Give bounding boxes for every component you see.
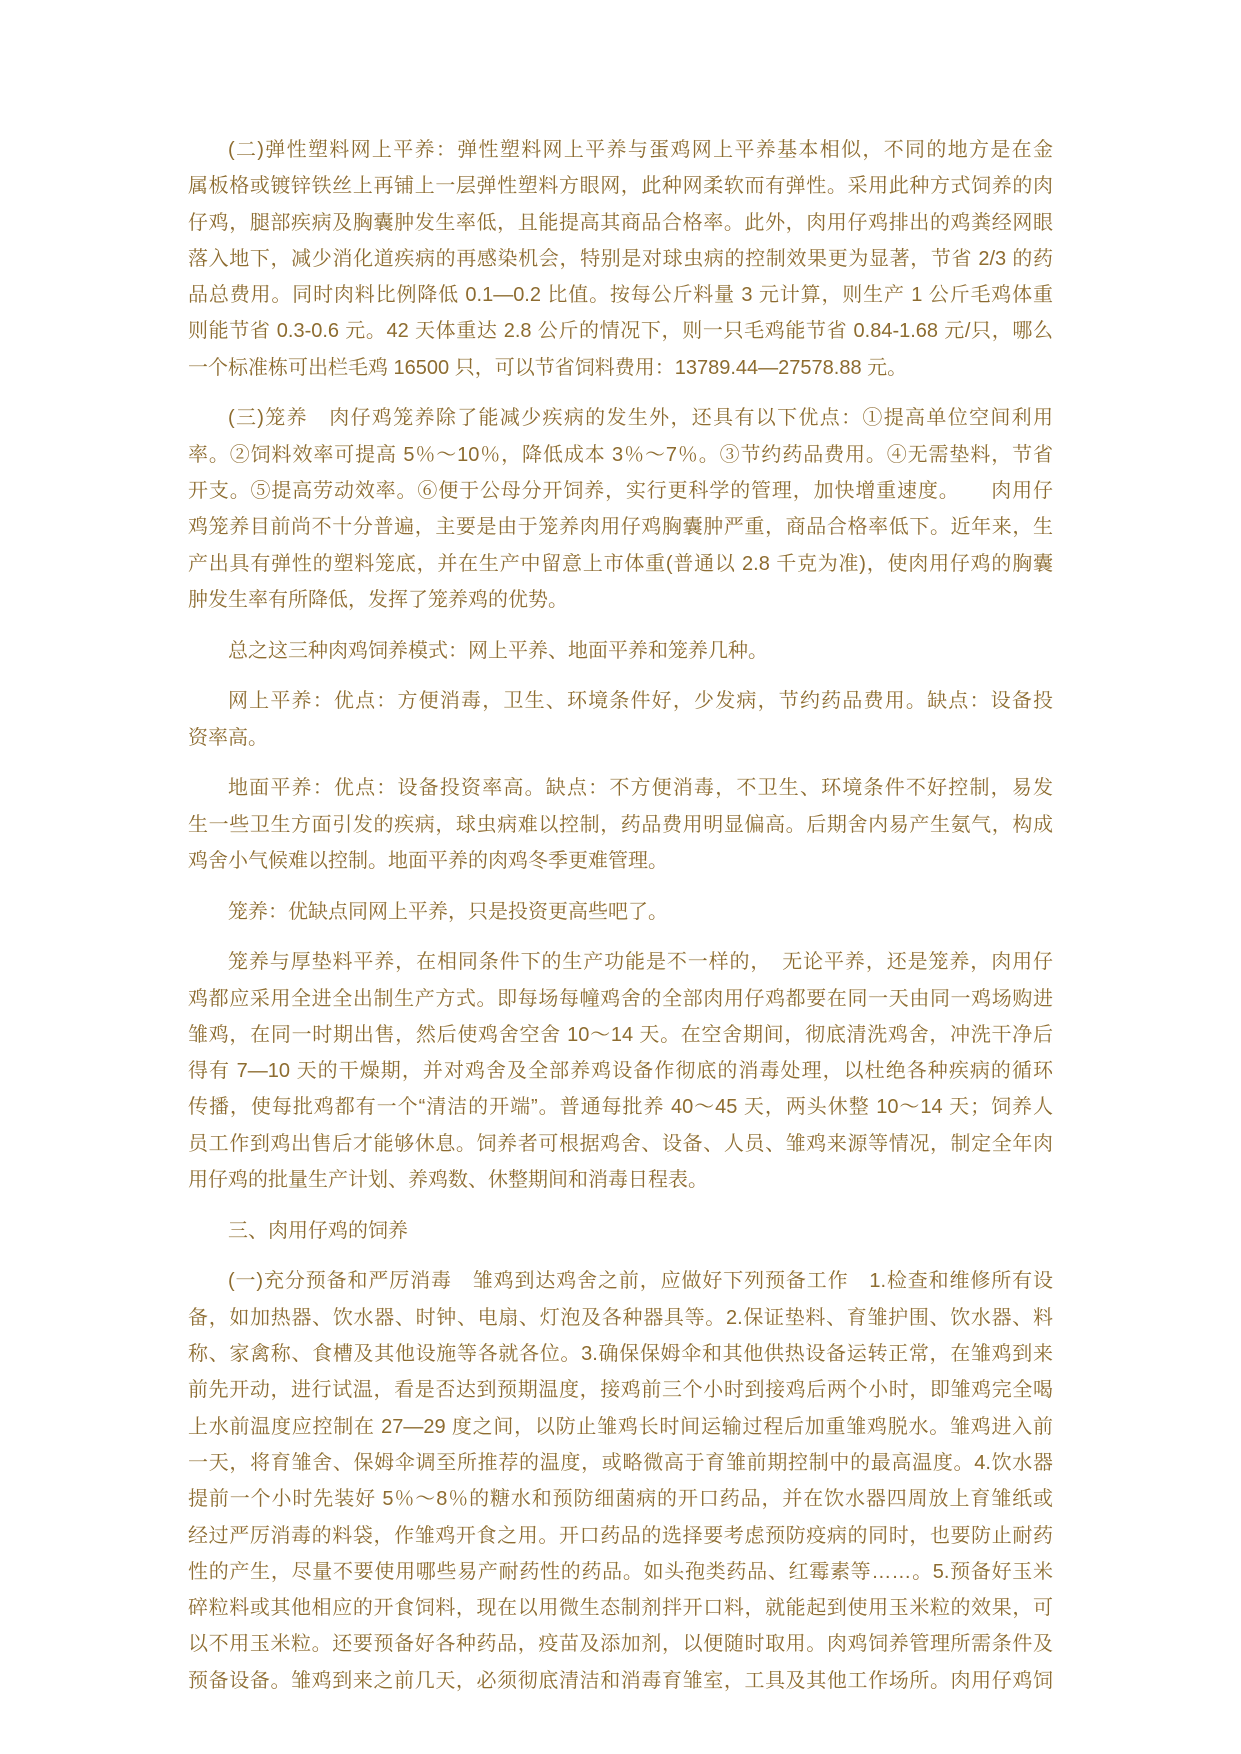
paragraph-three-modes-summary <box>188 633 1053 669</box>
text-line: 经过严厉消毒的料袋，作雏鸡开食之用。开口药品的选择要考虑预防疫病的同时，也要防止耐药 <box>188 1524 1053 1547</box>
text-line: (一)充分预备和严厉消毒 雏鸡到达鸡舍之前，应做好下列预备工作 1.检查和维修所有设 <box>228 1270 1053 1293</box>
text-line: 生一些卫生方面引发的疾病，球虫病难以控制，药品费用明显偏高。后期舍内易产生氨气，构成 <box>188 813 1053 836</box>
text-line: 仔鸡，腿部疾病及胸囊肿发生率低，且能提高其商品合格率。此外，肉用仔鸡排出的鸡粪经网眼 <box>188 211 1053 234</box>
paragraph-all-in-all-out <box>188 944 1053 1198</box>
text-line: 笼养与厚垫料平养，在相同条件下的生产功能是不一样的， 无论平养，还是笼养，肉用仔 <box>228 951 1053 974</box>
text-line: 备，如加热器、饮水器、时钟、电扇、灯泡及各种器具等。2.保证垫料、育雏护围、饮水器、料 <box>188 1306 1053 1329</box>
section-heading-text: 三、肉用仔鸡的饲养 <box>228 1219 408 1242</box>
text-line: 碎粒料或其他相应的开食饲料，现在以用微生态制剂拌开口料，就能起到使用玉米粒的效果，可 <box>188 1597 1053 1620</box>
paragraph-elastic-plastic-net-rearing <box>188 132 1053 386</box>
text-line: 品总费用。同时肉料比例降低 0.1—0.2 比值。按每公斤料量 3 元计算，则生产 1 公斤毛鸡体重 <box>188 284 1053 307</box>
text-line: 提前一个小时先装好 5％～8％的糖水和预防细菌病的开口药品，并在饮水器四周放上育雏纸或 <box>188 1488 1053 1511</box>
paragraph-floor-rearing-pros-cons <box>188 770 1053 879</box>
text-line: 以不用玉米粒。还要预备好各种药品，疫苗及添加剂，以便随时取用。肉鸡饲养管理所需条件及 <box>188 1633 1053 1656</box>
text-line: 员工作到鸡出售后才能够休息。饲养者可根据鸡舍、设备、人员、雏鸡来源等情况，制定全年肉 <box>188 1132 1053 1155</box>
paragraph-cage-pros-cons <box>188 894 1053 930</box>
text-line: 产出具有弹性的塑料笼底，并在生产中留意上市体重(普通以 2.8 千克为准)，使肉用仔鸡的胸囊 <box>188 552 1053 575</box>
paragraph-preparation-and-disinfection <box>188 1263 1053 1699</box>
text-line: 预备设备。雏鸡到来之前几天，必须彻底清洁和消毒育雏室，工具及其他工作场所。肉用仔鸡饲 <box>188 1669 1053 1692</box>
paragraph-net-rearing-pros-cons <box>188 683 1053 756</box>
text-line: 前先开动，进行试温，看是否达到预期温度，接鸡前三个小时到接鸡后两个小时，即雏鸡完全喝 <box>188 1379 1053 1402</box>
text-line: 一个标准栋可出栏毛鸡 16500 只，可以节省饲料费用：13789.44—27578.88 元。 <box>188 356 908 379</box>
text-line: 属板格或镀锌铁丝上再铺上一层弹性塑料方眼网，此种网柔软而有弹性。采用此种方式饲养的肉 <box>188 175 1053 198</box>
text-line: (三)笼养 肉仔鸡笼养除了能减少疾病的发生外，还具有以下优点：①提高单位空间利用 <box>228 407 1053 430</box>
text-line: 鸡舍小气候难以控制。地面平养的肉鸡冬季更难管理。 <box>188 849 668 872</box>
text-line: 鸡都应采用全进全出制生产方式。即每场每幢鸡舍的全部肉用仔鸡都要在同一天由同一鸡场购进 <box>188 987 1053 1010</box>
text-line: 总之这三种肉鸡饲养模式：网上平养、地面平养和笼养几种。 <box>228 639 768 662</box>
text-line: 落入地下，减少消化道疾病的再感染机会，特别是对球虫病的控制效果更为显著，节省 2/3 的药 <box>188 247 1053 270</box>
text-line: 上水前温度应控制在 27—29 度之间，以防止雏鸡长时间运输过程后加重雏鸡脱水。雏鸡进入前 <box>188 1415 1053 1438</box>
section-heading-broiler-feeding <box>188 1213 1053 1249</box>
text-line: 开支。⑤提高劳动效率。⑥便于公母分开饲养，实行更科学的管理，加快增重速度。 肉用仔 <box>188 480 1053 503</box>
text-line: 笼养：优缺点同网上平养，只是投资更高些吧了。 <box>228 900 668 923</box>
text-line: 得有 7—10 天的干燥期，并对鸡舍及全部养鸡设备作彻底的消毒处理，以杜绝各种疾病的循环 <box>188 1060 1053 1083</box>
text-line: 一天，将育雏舍、保姆伞调至所推荐的温度，或略微高于育雏前期控制中的最高温度。4.饮水器 <box>188 1451 1053 1474</box>
text-line: (二)弹性塑料网上平养：弹性塑料网上平养与蛋鸡网上平养基本相似，不同的地方是在金 <box>228 139 1053 161</box>
text-line: 雏鸡，在同一时期出售，然后使鸡舍空舍 10～14 天。在空舍期间，彻底清洗鸡舍，冲洗干净后 <box>188 1023 1053 1046</box>
text-line: 鸡笼养目前尚不十分普遍，主要是由于笼养肉用仔鸡胸囊肿严重，商品合格率低下。近年来，生 <box>188 516 1053 539</box>
text-line: 肿发生率有所降低，发挥了笼养鸡的优势。 <box>188 588 568 611</box>
text-line: 率。②饲料效率可提高 5％～10％，降低成本 3％～7％。③节约药品费用。④无需垫料，节省 <box>188 443 1053 466</box>
text-line: 性的产生，尽量不要使用哪些易产耐药性的药品。如头孢类药品、红霉素等……。5.预备好玉米 <box>188 1560 1053 1583</box>
text-line: 传播，使每批鸡都有一个“清洁的开端”。普通每批养 40～45 天，两头休整 10～14 天；饲养人 <box>188 1096 1053 1119</box>
text-line: 称、家禽称、食槽及其他设施等各就各位。3.确保保姆伞和其他供热设备运转正常，在雏鸡到来 <box>188 1343 1053 1366</box>
text-line: 用仔鸡的批量生产计划、养鸡数、休整期间和消毒日程表。 <box>188 1169 708 1192</box>
text-line: 地面平养：优点：设备投资率高。缺点：不方便消毒，不卫生、环境条件不好控制，易发 <box>228 777 1053 800</box>
text-line: 资率高。 <box>188 726 268 749</box>
text-line: 则能节省 0.3-0.6 元。42 天体重达 2.8 公斤的情况下，则一只毛鸡能节省 0.84-1.68 元/只，哪么 <box>188 320 1053 343</box>
text-line: 网上平养：优点：方便消毒，卫生、环境条件好，少发病，节约药品费用。缺点：设备投 <box>228 690 1053 713</box>
paragraph-cage-rearing <box>188 400 1053 618</box>
